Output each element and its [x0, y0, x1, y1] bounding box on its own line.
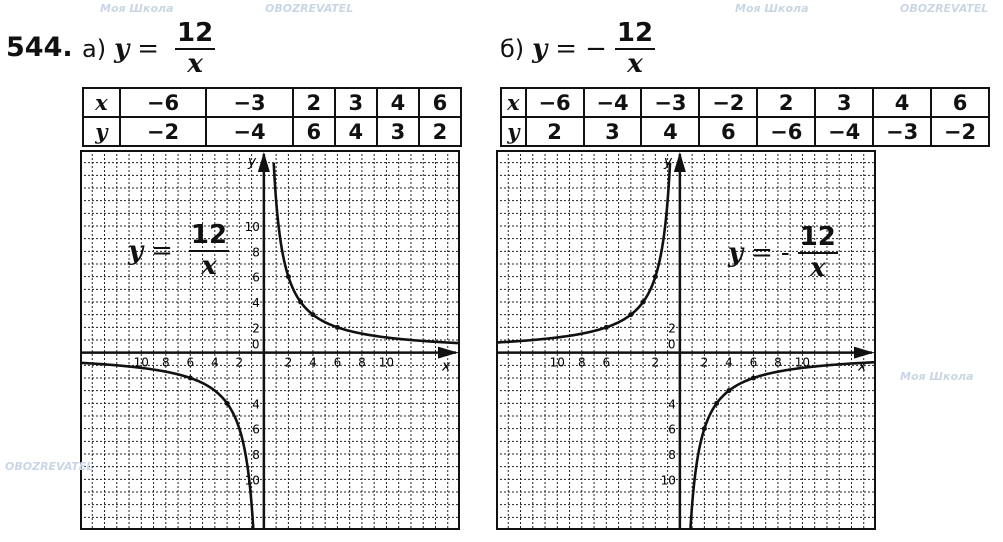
watermark-school: Моя Школа [735, 2, 809, 15]
table-cell-x: 4 [377, 88, 419, 117]
x-tick-label: 10 [133, 355, 149, 370]
series-branch-left [80, 363, 254, 530]
x-axis-arrow [438, 347, 458, 359]
table-cell-x: −3 [206, 88, 293, 117]
plot-label-a [128, 222, 229, 279]
y-tick-label: 4 [252, 397, 260, 412]
x-tick-label: 2 [235, 355, 244, 370]
table-cell-y: 6 [293, 117, 335, 146]
formula-a-fraction [175, 20, 215, 77]
plot-label-b-eq: = [751, 237, 773, 268]
data-point [653, 274, 658, 279]
table-cell-y: 4 [641, 117, 699, 146]
formula-b-eq: = [555, 33, 578, 64]
plot-b [496, 150, 876, 530]
table-header-y: y [501, 117, 526, 146]
table-header-x: x [83, 88, 120, 117]
data-point [604, 325, 609, 330]
y-tick-label: 2 [668, 321, 676, 336]
x-tick-label: 10 [378, 355, 395, 370]
data-point [298, 300, 303, 305]
table-cell-y: 6 [699, 117, 757, 146]
formula-a-lhs: y [114, 33, 130, 64]
y-tick-label: 2 [252, 321, 260, 336]
x-tick-label: 8 [161, 355, 170, 370]
series-branch-right [274, 163, 460, 343]
table-cell-y: −4 [815, 117, 873, 146]
formula-b-denominator: x [627, 49, 643, 79]
y-axis-label: y [663, 154, 673, 170]
table-cell-y: −2 [931, 117, 989, 146]
plot-label-b-sign: - [780, 237, 790, 268]
x-tick-label: 10 [794, 355, 811, 370]
table-cell-x: −6 [526, 88, 584, 117]
x-tick-label: 6 [186, 355, 195, 370]
table-header-y: y [83, 117, 120, 146]
data-point [751, 376, 756, 381]
x-tick-label: 6 [749, 355, 758, 370]
plot-label-a-fraction [189, 222, 229, 279]
y-axis-arrow [674, 152, 686, 172]
table-cell-x: 6 [931, 88, 989, 117]
table-cell-y: 4 [335, 117, 377, 146]
watermark-school: Моя Школа [900, 370, 974, 383]
y-axis-arrow [258, 152, 270, 172]
y-tick-label: 10 [660, 473, 676, 488]
table-cell-x: 4 [873, 88, 931, 117]
table-cell-x: 3 [335, 88, 377, 117]
watermark-obozrevatel: OBOZREVATEL [900, 2, 989, 15]
table-cell-x: 2 [293, 88, 335, 117]
y-tick-label: 8 [252, 448, 260, 462]
formula-a-eq: = [137, 33, 159, 64]
watermark-obozrevatel: OBOZREVATEL [5, 460, 94, 473]
table-header-x: x [501, 88, 526, 117]
table-cell-x: −4 [584, 88, 642, 117]
plot-label-a-numerator: 12 [190, 220, 228, 250]
formula-b-numerator: 12 [616, 18, 654, 48]
x-tick-label: 6 [602, 355, 611, 370]
table-row-y [83, 117, 461, 146]
grid [496, 150, 876, 530]
data-point [225, 401, 230, 406]
table-cell-y: −3 [873, 117, 931, 146]
formula-b-sign: − [585, 33, 607, 64]
x-axis-label: x [858, 358, 867, 375]
formula-a [82, 20, 215, 77]
x-tick-label: 10 [549, 355, 565, 370]
plot-a [80, 150, 460, 530]
data-point [188, 376, 193, 381]
data-point [628, 312, 633, 317]
table-cell-x: −2 [699, 88, 757, 117]
y-tick-label: 8 [252, 245, 260, 260]
y-tick-label: 6 [252, 270, 260, 285]
y-tick-label: 4 [252, 296, 260, 310]
value-table-a [82, 87, 462, 147]
y-tick-label: 6 [252, 422, 260, 437]
plot-label-b-denominator: x [810, 253, 826, 283]
table-cell-y: −6 [757, 117, 815, 146]
table-row-x [501, 88, 989, 117]
x-tick-label: 2 [700, 355, 709, 370]
watermark-school: Моя Школа [100, 2, 174, 15]
table-cell-y: 2 [526, 117, 584, 146]
x-tick-label: 4 [725, 355, 733, 370]
part-label-a: а) [82, 34, 107, 63]
plot-label-a-denominator: x [201, 251, 217, 281]
table-row-y [501, 117, 989, 146]
y-tick-label: 4 [668, 397, 676, 412]
series-branch-left [496, 163, 670, 343]
plot-label-a-eq: = [151, 235, 173, 266]
formula-a-numerator: 12 [176, 18, 214, 48]
watermark-obozrevatel: OBOZREVATEL [265, 2, 354, 15]
formula-a-denominator: x [187, 49, 203, 79]
data-point [335, 325, 340, 330]
data-point [641, 300, 646, 305]
data-point [714, 401, 719, 406]
x-tick-label: 8 [774, 355, 782, 370]
x-tick-label: 8 [577, 355, 586, 370]
plot-label-b-fraction [798, 224, 838, 281]
x-tick-label: 8 [358, 355, 366, 370]
data-point [286, 274, 291, 279]
formula-b [500, 20, 655, 77]
x-tick-label: 2 [284, 355, 293, 370]
part-label-b: б) [500, 34, 525, 63]
data-point [310, 312, 315, 317]
plot-label-b-numerator: 12 [799, 222, 836, 252]
table-cell-x: −6 [120, 88, 207, 117]
y-axis-label: y [247, 154, 257, 170]
x-tick-label: 4 [309, 355, 317, 370]
table-cell-y: −2 [120, 117, 207, 146]
table-cell-x: 2 [757, 88, 815, 117]
problem-number: 544. [6, 32, 73, 63]
table-cell-y: −4 [206, 117, 293, 146]
table-cell-y: 2 [419, 117, 461, 146]
plot-label-b [728, 224, 838, 281]
table-cell-x: 6 [419, 88, 461, 117]
plot-label-b-lhs: y [728, 237, 744, 268]
table-cell-y: 3 [584, 117, 642, 146]
y-tick-label: 10 [244, 220, 260, 234]
x-tick-label: 4 [211, 355, 219, 370]
y-tick-label: 8 [668, 448, 676, 462]
plot-label-a-lhs: y [128, 235, 144, 266]
value-table-b [500, 87, 990, 147]
y-tick-label: 6 [668, 422, 676, 437]
table-cell-x: −3 [641, 88, 699, 117]
x-axis-arrow [854, 347, 874, 359]
x-tick-label: 2 [651, 355, 660, 370]
table-cell-x: 3 [815, 88, 873, 117]
data-point [726, 388, 731, 393]
table-cell-y: 3 [377, 117, 419, 146]
formula-b-lhs: y [532, 33, 548, 64]
origin-label: 0 [251, 337, 260, 352]
formula-b-fraction [615, 20, 655, 77]
origin-label: 0 [667, 337, 676, 352]
y-tick-label: 10 [244, 473, 260, 488]
x-tick-label: 6 [333, 355, 342, 370]
x-axis-label: x [442, 358, 451, 375]
table-row-x [83, 88, 461, 117]
data-point [702, 426, 707, 431]
